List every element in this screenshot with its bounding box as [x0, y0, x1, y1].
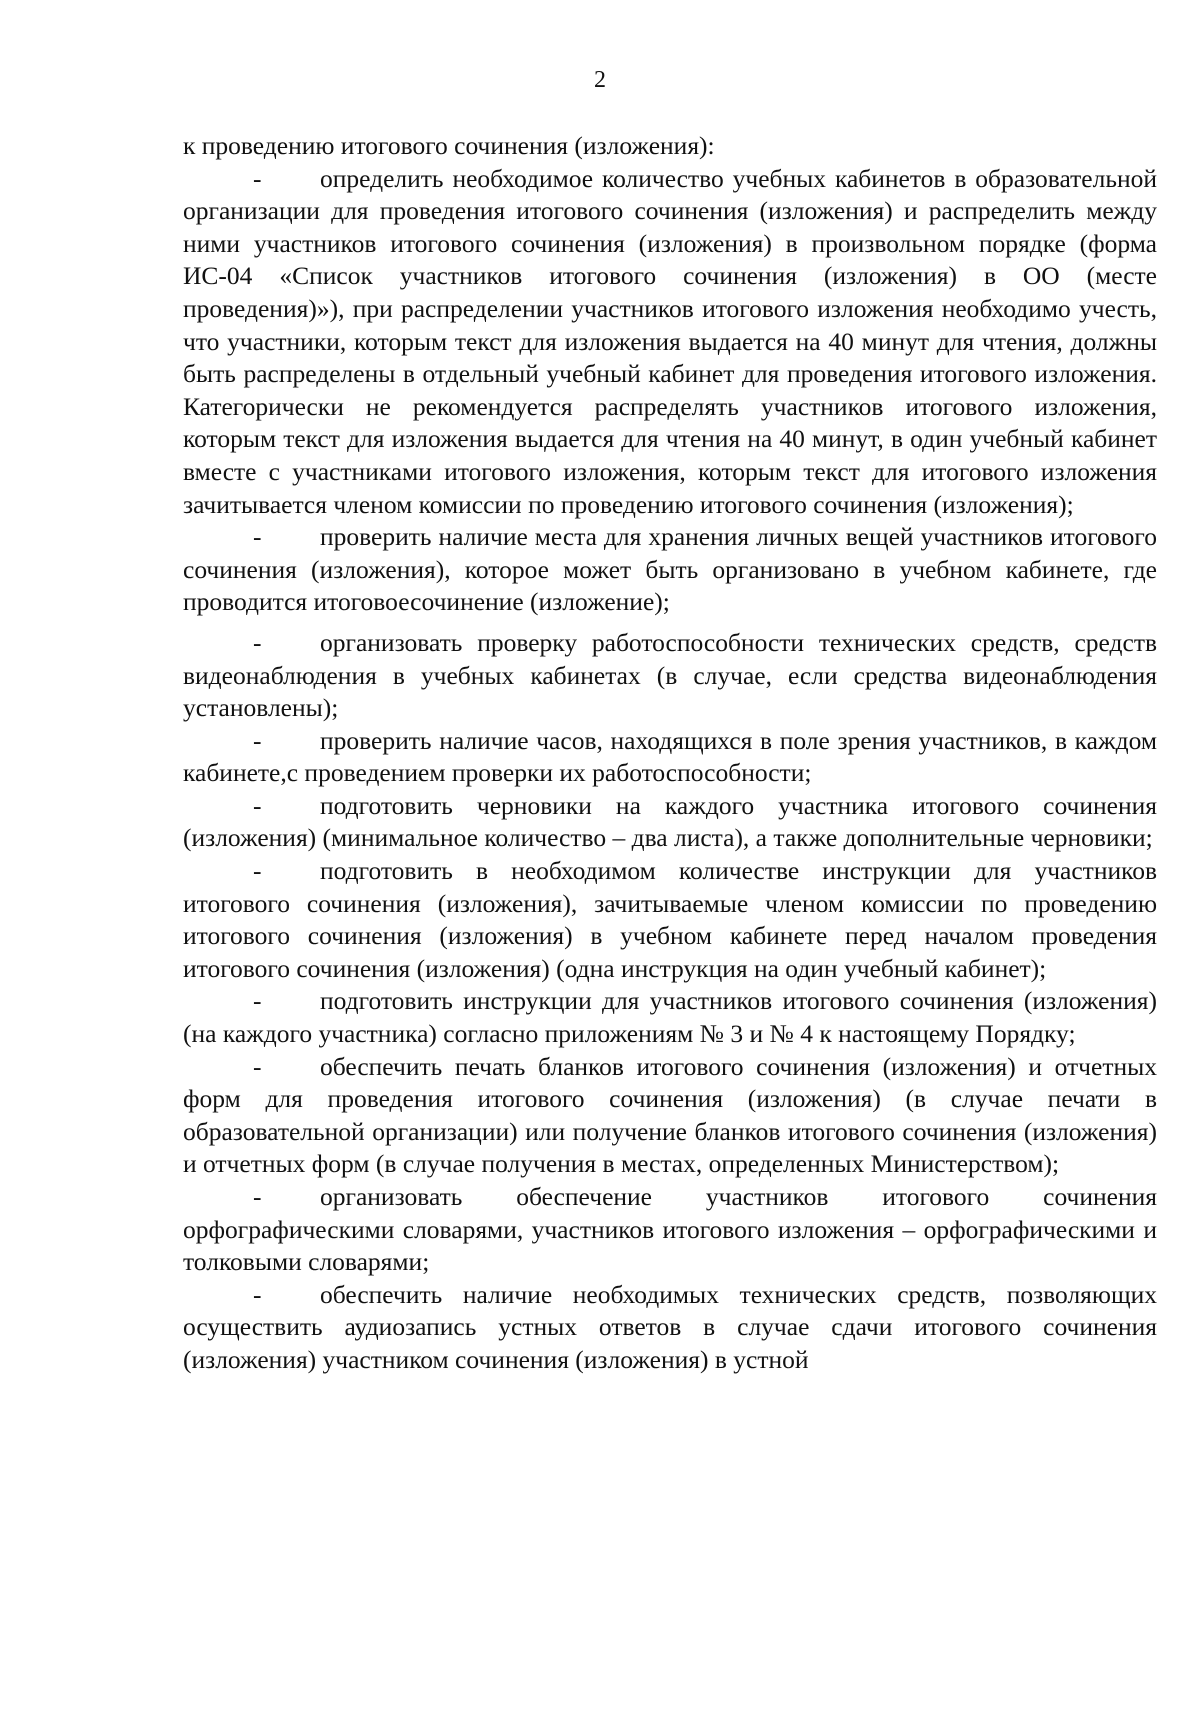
document-body: [183, 130, 1157, 1377]
list-item-text: определить необходимое количество учебных кабинетов в образовательной организации для проведения итогового сочинения (изложения) и распределить между ними участников итогового сочинения (изложения) в произвольном порядке (форма ИС-04 «Список участников итогового сочинения (изложения) в ОО (месте проведения)»), при распределении участников итогового изложения необходимо учесть, что участники, которым текст для изложения выдается на 40 минут для чтения, должны быть распределены в отдельный учебный кабинет для проведения итогового изложения. Категорически не рекомендуется распределять участников итогового изложения, которым текст для изложения выдается для чтения на 40 минут, в один учебный кабинет вместе с участниками итогового изложения, которым текст для итогового изложения зачитывается членом комиссии по проведению итогового сочинения (изложения);: [183, 163, 1157, 519]
list-item: [183, 855, 1157, 985]
bullet-dash: -: [253, 1182, 262, 1211]
list-item-text: подготовить в необходимом количестве инструкции для участников итогового сочинения (изложения), зачитываемые членом комиссии по проведению итогового сочинения (изложения) в учебном кабинете перед началом проведения итогового сочинения (изложения) (одна инструкция на один учебный кабинет);: [183, 856, 1157, 983]
list-item: [183, 790, 1157, 855]
bullet-dash: -: [253, 1279, 262, 1309]
page-number: 2: [594, 67, 606, 93]
bullet-dash: -: [253, 856, 262, 886]
list-item-text: подготовить черновики на каждого участника итогового сочинения (изложения) (минимальное количество – два листа), а также дополнительные черновики;: [183, 790, 1157, 853]
bullet-dash: -: [253, 627, 262, 657]
bullet-dash: -: [253, 986, 262, 1016]
list-item-text: организовать проверку работоспособности технических средств, средств видеонаблюдения в учебных кабинетах (в случае, если средства видеонаблюдения установлены);: [183, 627, 1157, 723]
list-item: [183, 1181, 1157, 1279]
bullet-dash: -: [253, 790, 262, 820]
list-item-text: организовать обеспечение участников итогового сочинения орфографическими словарями, участников итогового изложения – орфографическими и толковыми словарями;: [183, 1182, 1157, 1277]
list-item: [183, 521, 1157, 619]
bullet-dash: -: [253, 725, 262, 755]
list-item-text: проверить наличие часов, находящихся в поле зрения участников, в каждом кабинете,с проведением проверки их работоспособности;: [183, 725, 1157, 788]
list-item-text: обеспечить печать бланков итогового сочинения (изложения) и отчетных форм для проведения итогового сочинения (изложения) (в случае печати в образовательной организации) или получение бланков итогового сочинения (изложения) и отчетных форм (в случае получения в местах, определенных Министерством);: [183, 1051, 1157, 1179]
bullet-dash: -: [253, 522, 262, 552]
list-item: [183, 1051, 1157, 1181]
list-item: [183, 985, 1157, 1050]
list-item-text: проверить наличие места для хранения личных вещей участников итогового сочинения (изложения), которое может быть организовано в учебном кабинете, где проводится итоговоесочинение (изложение);: [183, 522, 1157, 617]
intro-paragraph: к проведению итогового сочинения (изложения):: [183, 131, 715, 160]
list-item: [183, 1279, 1157, 1377]
bullet-dash: -: [253, 163, 262, 193]
list-item: [183, 163, 1157, 522]
list-item: [183, 627, 1157, 725]
list-item-text: подготовить инструкции для участников итогового сочинения (изложения) (на каждого участника) согласно приложениям № 3 и № 4 к настоящему Порядку;: [183, 986, 1157, 1049]
list-item-text: обеспечить наличие необходимых технических средств, позволяющих осуществить аудиозапись устных ответов в случае сдачи итогового сочинения (изложения) участником сочинения (изложения) в устной: [183, 1279, 1157, 1374]
list-item: [183, 725, 1157, 790]
bullet-dash: -: [253, 1051, 262, 1081]
